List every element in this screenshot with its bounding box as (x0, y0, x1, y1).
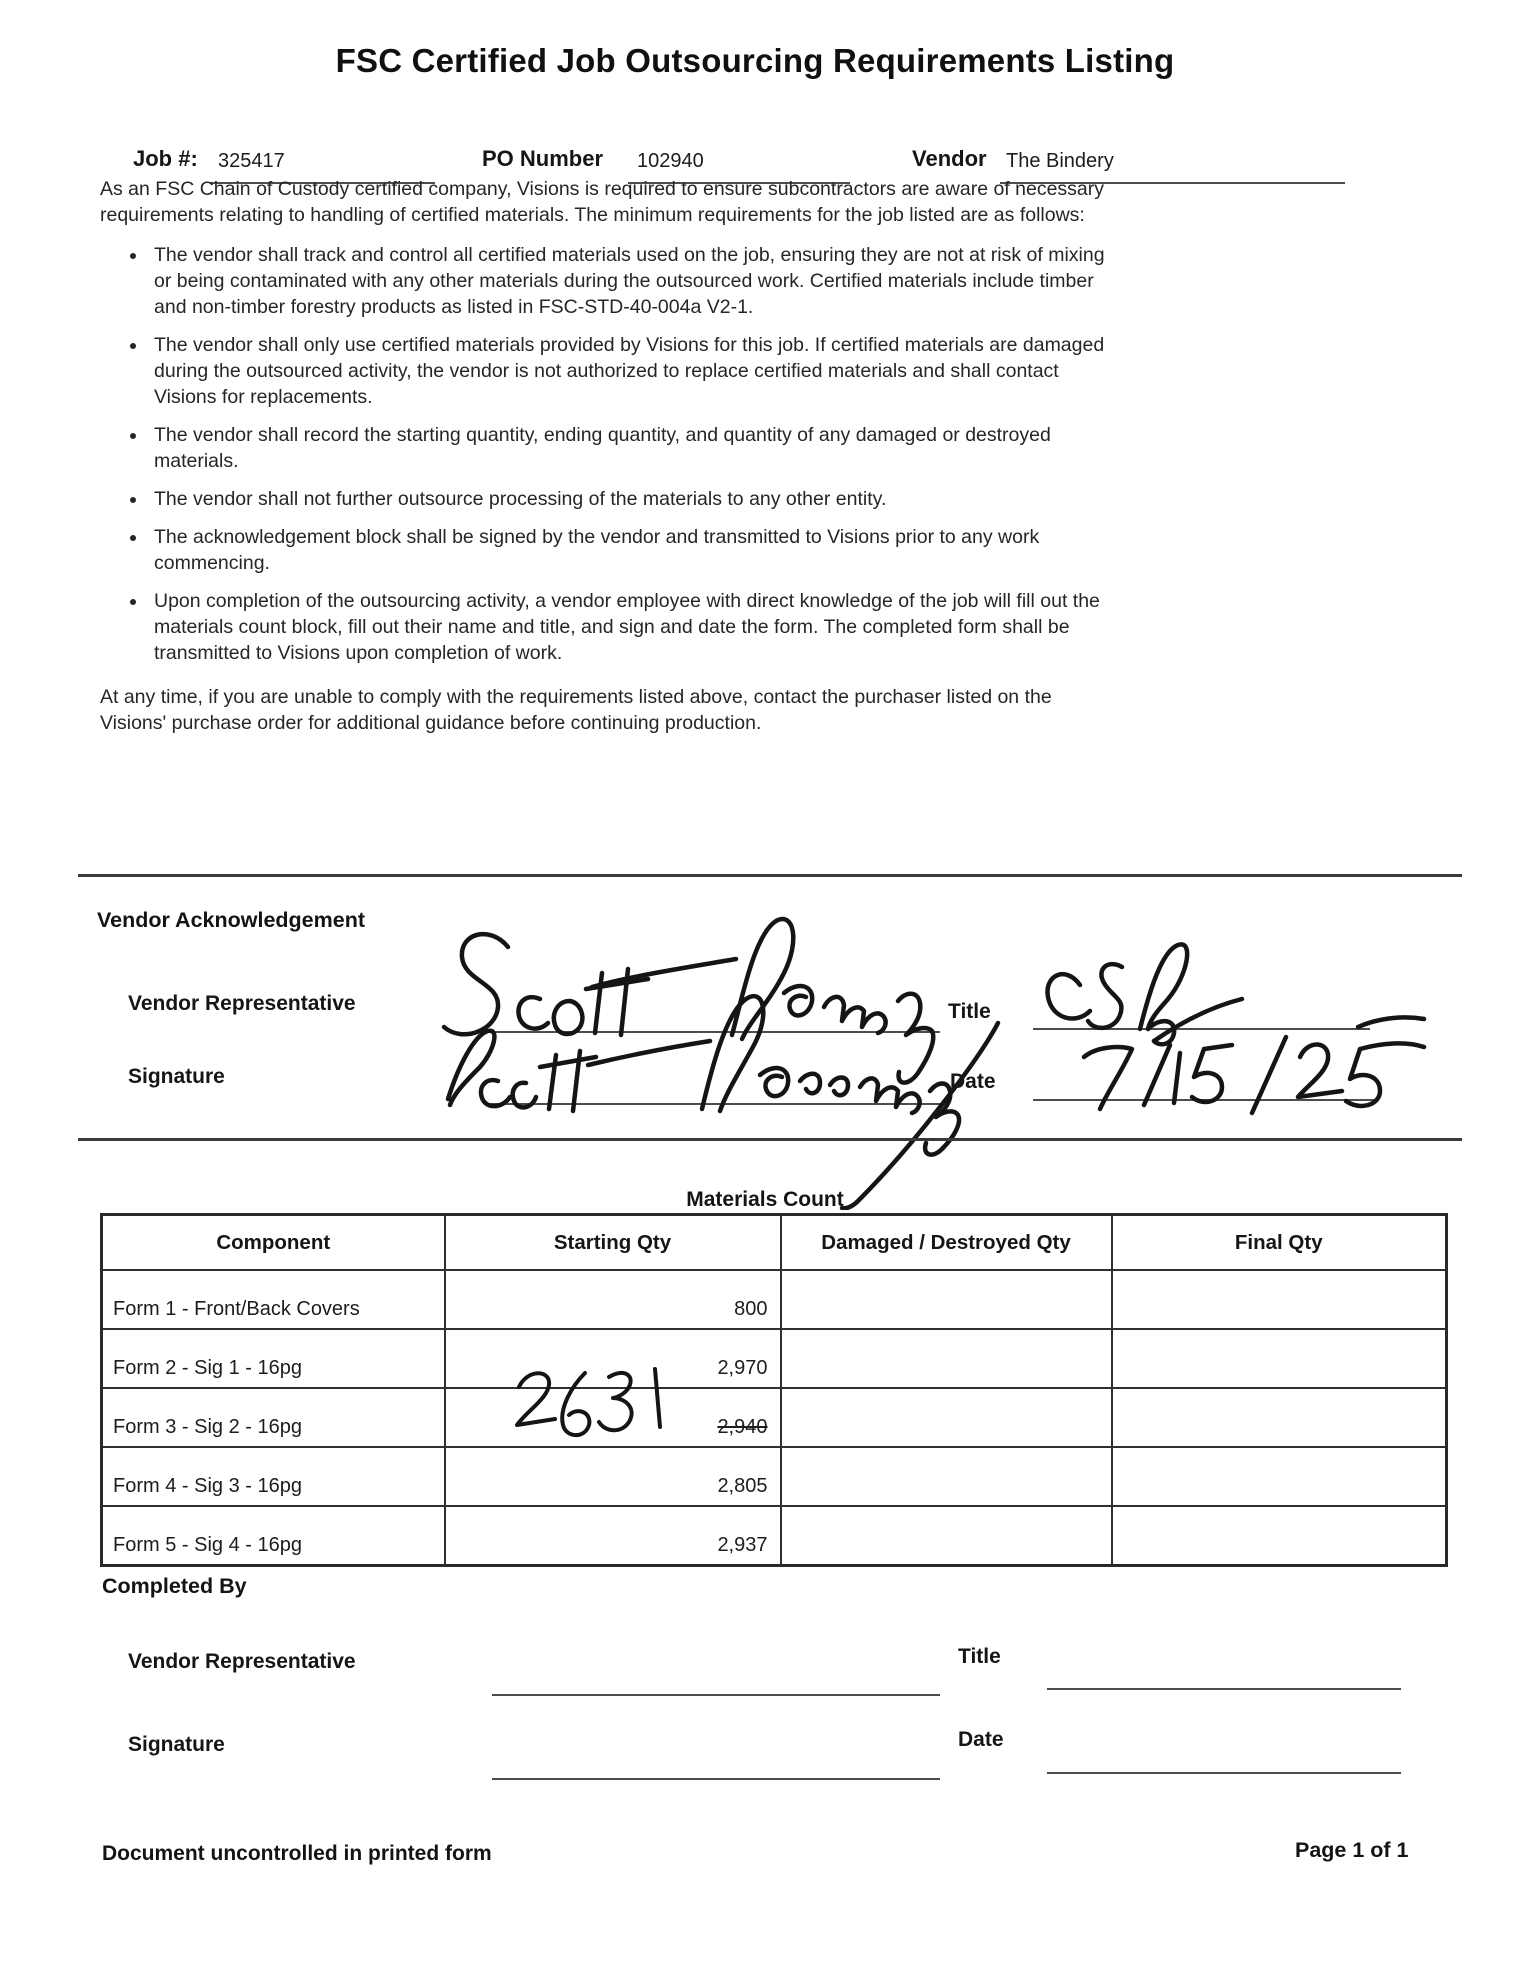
footer-note: Document uncontrolled in printed form (102, 1842, 492, 1865)
requirement-item: • The vendor shall only use certified materials provided by Visions for this job. If certified materials are damaged during the outsourced activity, the vendor is not authorized to replace certified materials and shall contact Visions for replacements. (148, 332, 1112, 410)
requirement-item: • The vendor shall record the starting quantity, ending quantity, and quantity of any damaged or destroyed materials. (148, 422, 1112, 474)
vendor-acknowledgement-heading: Vendor Acknowledgement (97, 908, 366, 932)
completed-title-label: Title (958, 1645, 1001, 1668)
materials-count-table (100, 1213, 1448, 1567)
final-qty-cell (1112, 1447, 1447, 1506)
signature-label: Signature (128, 1065, 225, 1088)
starting-qty-cell (445, 1388, 781, 1447)
damaged-qty-cell (781, 1329, 1112, 1388)
requirement-item: • The acknowledgement block shall be signed by the vendor and transmitted to Visions prior to any work commencing. (148, 524, 1112, 576)
po-number-label: PO Number (482, 146, 604, 171)
requirement-item: • The vendor shall not further outsource processing of the materials to any other entity. (148, 486, 1112, 512)
title-label: Title (948, 1000, 991, 1023)
handwritten-acknowledgement (380, 895, 1440, 1210)
column-header-starting-qty: Starting Qty (445, 1215, 781, 1271)
component-cell: Form 5 - Sig 4 - 16pg (102, 1506, 445, 1566)
po-number-value: 102940 (637, 150, 704, 172)
completed-representative-label: Vendor Representative (128, 1650, 356, 1673)
component-cell: Form 3 - Sig 2 - 16pg (102, 1388, 445, 1447)
final-qty-cell (1112, 1270, 1447, 1329)
job-number-label: Job #: (133, 146, 198, 171)
damaged-qty-cell (781, 1447, 1112, 1506)
completed-date-line (1047, 1772, 1401, 1774)
date-label: Date (950, 1070, 996, 1093)
table-row (102, 1388, 1447, 1447)
requirement-item: • The vendor shall track and control all certified materials used on the job, ensuring they are not at risk of mixing or being contaminated with any other materials during the outsourced work. Certified materials include timber and non-timber forestry products as listed in FSC-STD-40-004a V2-1. (148, 242, 1112, 320)
section-divider-top (78, 874, 1462, 877)
table-row (102, 1447, 1447, 1506)
handwritten-date (1084, 1037, 1424, 1113)
table-row (102, 1506, 1447, 1566)
final-qty-cell (1112, 1329, 1447, 1388)
damaged-qty-cell (781, 1388, 1112, 1447)
title-line (1033, 1028, 1370, 1030)
materials-count-heading: Materials Count (686, 1188, 844, 1211)
completed-representative-line (492, 1694, 940, 1696)
vendor-value: The Bindery (1006, 150, 1114, 172)
completed-by-heading: Completed By (102, 1574, 247, 1598)
completed-signature-label: Signature (128, 1733, 225, 1756)
column-header-final-qty: Final Qty (1112, 1215, 1447, 1271)
requirement-item: • Upon completion of the outsourcing activity, a vendor employee with direct knowledge of the job will fill out the materials count block, fill out their name and title, and sign and date the form. The completed form shall be transmitted to Visions upon completion of work. (148, 588, 1112, 666)
damaged-qty-cell (781, 1270, 1112, 1329)
signature-line (490, 1103, 940, 1105)
final-qty-cell (1112, 1506, 1447, 1566)
starting-qty-cell: 2,937 (445, 1506, 781, 1566)
component-cell: Form 1 - Front/Back Covers (102, 1270, 445, 1329)
damaged-qty-cell (781, 1506, 1112, 1566)
component-cell: Form 2 - Sig 1 - 16pg (102, 1329, 445, 1388)
table-header-row (102, 1215, 1447, 1271)
vendor-representative-label: Vendor Representative (128, 992, 356, 1015)
table-row (102, 1270, 1447, 1329)
requirements-text (100, 176, 1112, 750)
date-line (1033, 1099, 1377, 1101)
component-cell: Form 4 - Sig 3 - 16pg (102, 1447, 445, 1506)
completed-date-label: Date (958, 1728, 1004, 1751)
vendor-label: Vendor (912, 146, 987, 171)
column-header-damaged-qty: Damaged / Destroyed Qty (781, 1215, 1112, 1271)
starting-qty-cell: 800 (445, 1270, 781, 1329)
completed-title-line (1047, 1688, 1401, 1690)
document-title: FSC Certified Job Outsourcing Requirements Listing (335, 42, 1175, 79)
requirements-list (100, 242, 1112, 666)
closing-paragraph: At any time, if you are unable to comply with the requirements listed above, contact the purchaser listed on the Visions' purchase order for additional guidance before continuing production. (100, 686, 1052, 734)
intro-paragraph: As an FSC Chain of Custody certified company, Visions is required to ensure subcontractors are aware of necessary requirements relating to handling of certified materials. The minimum requirements for the job listed are as follows: (100, 178, 1105, 226)
job-number-value: 325417 (218, 150, 285, 172)
completed-signature-line (492, 1778, 940, 1780)
page-number: Page 1 of 1 (1295, 1838, 1409, 1862)
vendor-representative-line (490, 1031, 940, 1033)
starting-qty-cell: 2,970 (445, 1329, 781, 1388)
final-qty-cell (1112, 1388, 1447, 1447)
table-row (102, 1329, 1447, 1388)
struck-starting-qty: 2,940 (717, 1416, 768, 1438)
handwritten-name (444, 919, 933, 1083)
starting-qty-cell: 2,805 (445, 1447, 781, 1506)
section-divider-bottom (78, 1138, 1462, 1141)
column-header-component: Component (102, 1215, 445, 1271)
